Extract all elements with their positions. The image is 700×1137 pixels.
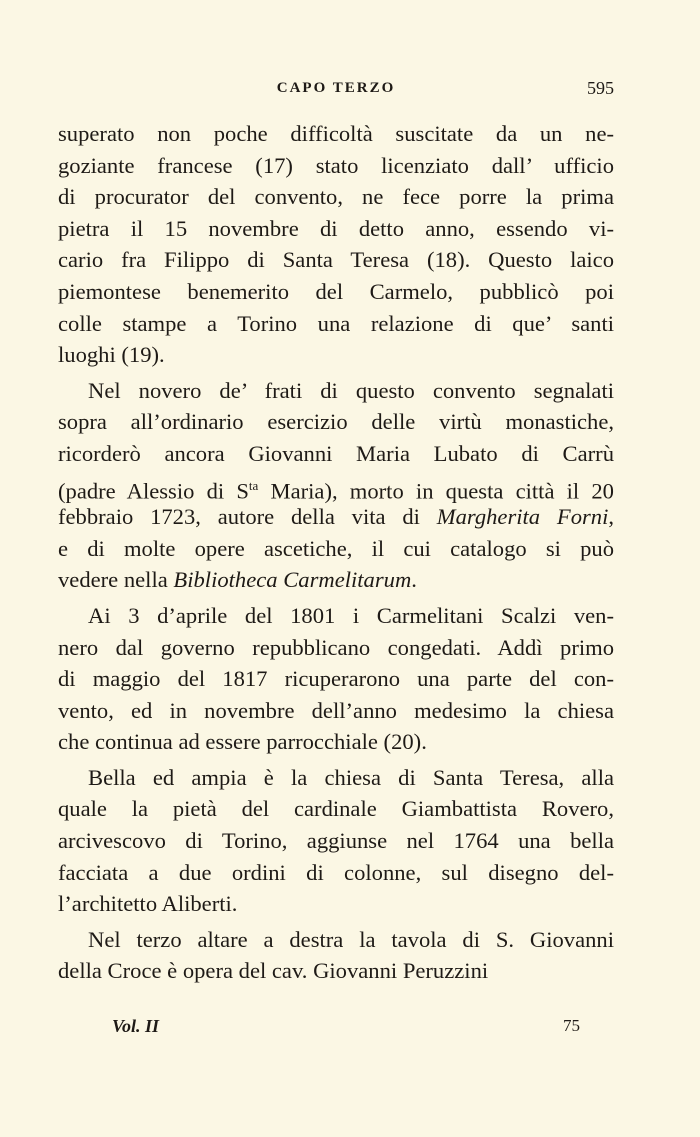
text-line: nero dal governo repubblicano congedati. Addì primo — [58, 634, 614, 660]
text-line: Ai 3 d’aprile del 1801 i Carmelitani Scalzi ven- — [88, 602, 614, 628]
signature-number: 75 — [563, 1016, 580, 1035]
text-line: Nel novero de’ frati di questo convento segnalati — [88, 377, 614, 403]
text-line: arcivescovo di Torino, aggiunse nel 1764 una bella — [58, 828, 614, 854]
text-line: cario fra Filippo di Santa Teresa (18). Questo laico — [58, 247, 614, 273]
text-line: vedere nella Bibliotheca Carmelitarum. — [58, 567, 417, 593]
text-line: quale la pietà del cardinale Giambattista Rovero, — [58, 796, 614, 822]
text-line: superato non poche difficoltà suscitate da un ne- — [58, 121, 614, 146]
italic-title: Margherita Forni — [436, 504, 609, 530]
text-line: l’architetto Aliberti. — [58, 891, 238, 917]
paragraph — [58, 762, 614, 920]
body-text — [58, 118, 614, 987]
text-line: Nel terzo altare a destra la tavola di S. Giovanni — [88, 926, 614, 952]
paragraph — [58, 375, 614, 596]
paragraph — [58, 600, 614, 758]
superscript-abbrev: ta — [248, 477, 259, 493]
text-line: luoghi (19). — [58, 342, 165, 368]
running-title: CAPO TERZO — [276, 80, 396, 96]
text-line: vento, ed in novembre dell’anno medesimo la chiesa — [58, 697, 614, 723]
text-line: Bella ed ampia è la chiesa di Santa Teresa, alla — [88, 764, 614, 790]
text-line: colle stampe a Torino una relazione di que’ santi — [58, 310, 614, 336]
text-line: ricorderò ancora Giovanni Maria Lubato di Carrù — [58, 440, 614, 466]
page-header — [58, 78, 614, 102]
text-line: della Croce è opera del cav. Giovanni Peruzzini — [58, 958, 489, 984]
text-line: piemontese benemerito del Carmelo, pubblicò poi — [58, 278, 614, 304]
text-line: sopra all’ordinario esercizio delle virtù monastiche, — [58, 409, 614, 435]
text-line: febbraio 1723, autore della vita di Margherita Forni, — [58, 504, 615, 530]
text-line: di maggio del 1817 ricuperarono una parte del con- — [58, 666, 614, 692]
text-line: goziante francese (17) stato licenziato dall’ ufficio — [58, 152, 614, 178]
paragraph — [58, 118, 614, 371]
text-line: (padre Alessio di $S^{ta}$ Maria), morto in questa città il 20 — [58, 477, 614, 504]
volume-label: Vol. II — [112, 1016, 160, 1036]
text-line: di procurator del convento, ne fece porre la prima — [58, 184, 614, 210]
text-line: facciata a due ordini di colonne, sul disegno del- — [58, 859, 614, 885]
italic-title: Bibliotheca Carmelitarum — [173, 567, 412, 593]
text-line: e di molte opere ascetiche, il cui catalogo si può — [58, 535, 614, 561]
page-footer — [112, 1016, 580, 1040]
text-line: che continua ad essere parrocchiale (20). — [58, 729, 427, 755]
page-number: 595 — [587, 78, 614, 98]
paragraph — [58, 924, 614, 987]
text-line: pietra il 15 novembre di detto anno, essendo vi- — [58, 215, 614, 241]
